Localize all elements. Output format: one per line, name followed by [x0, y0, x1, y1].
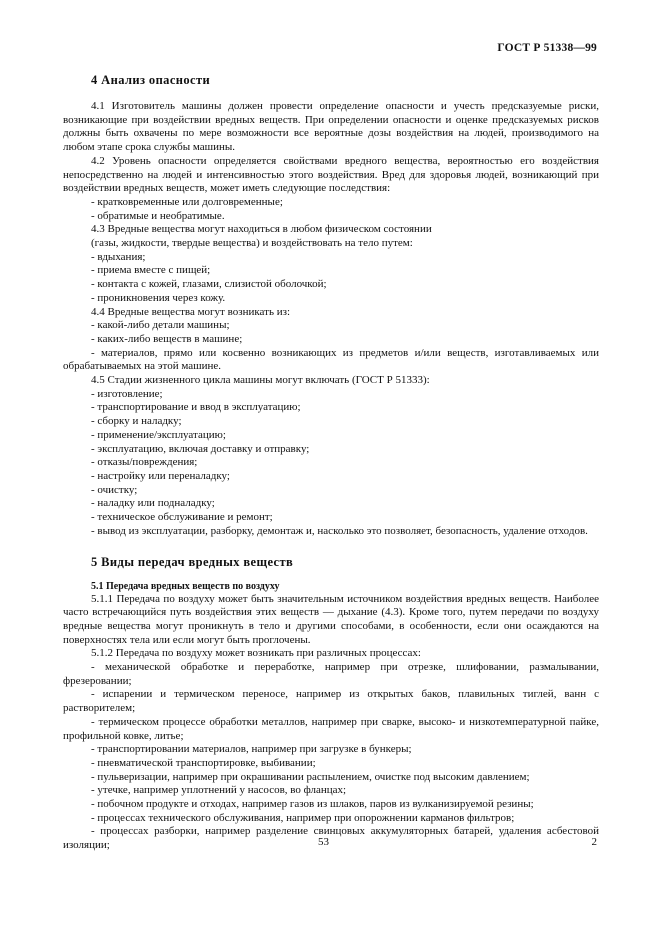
- list-item: - техническое обслуживание и ремонт;: [91, 511, 273, 524]
- list-item: - контакта с кожей, глазами, слизистой оболочкой;: [91, 278, 327, 291]
- list-item: - проникновения через кожу.: [91, 291, 226, 304]
- paragraph-4-2: 4.2 Уровень опасности определяется свойствами вредного вещества, вероятностью его воздействия непосредственно на людей и интенсивностью этого воздействия. Вред для здоровья людей, возникающий при воздействии вредных веществ, может иметь следующие последствия:: [63, 154, 599, 195]
- list-item: - настройку или переналадку;: [91, 469, 230, 482]
- list-item: - процессах разборки, например разделение свинцовых аккумуляторных батарей, удаления асбестовой изоляции;: [63, 825, 599, 852]
- list-item: - пневматической транспортировке, выбивании;: [91, 756, 316, 769]
- subsection-5-1-title: 5.1 Передача вредных веществ по воздуху: [91, 580, 280, 592]
- list-item: - обратимые и необратимые.: [91, 209, 225, 222]
- standard-header: ГОСТ Р 51338—99: [497, 42, 597, 54]
- list-item: - механической обработке и переработке, например при отрезке, шлифовании, размалывании, фрезеровании;: [63, 661, 599, 687]
- paragraph-4-1: 4.1 Изготовитель машины должен провести определение опасности и учесть предсказуемые риски, возникающие при воздействии вредных веществ. При определении опасности и оценке предсказуемых рисков должны быть охвачены по мере возможности все вероятные дозы воздействия на людей, производимого на любом этапе срока службы машины.: [63, 100, 599, 154]
- list-item: - изготовление;: [91, 387, 163, 400]
- list-item: - побочном продукте и отходах, например газов из шлаков, паров из вулканизируемой резины;: [91, 798, 534, 811]
- list-item: - процессах технического обслуживания, например при опорожнении карманов фильтров;: [91, 811, 515, 824]
- list-item: - наладку или подналадку;: [91, 497, 215, 510]
- list-item: - кратковременные или долговременные;: [91, 195, 283, 208]
- list-item: - очистку;: [91, 483, 138, 496]
- list-item: - сборку и наладку;: [91, 415, 182, 428]
- list-item: - какой-либо детали машины;: [91, 319, 230, 332]
- page-number-right: 2: [591, 836, 597, 848]
- list-item: - приема вместе с пищей;: [91, 264, 211, 277]
- paragraph-5-1-1: 5.1.1 Передача по воздуху может быть значительным источником воздействия вредных веществ. Наиболее часто встречающийся путь воздействия этих веществ — дыхание (4.3). Кроме того, путем передачи по воздуху вредные вещества могут проникнуть в тело и другими способами, в особенности, если они осаждаются на поверхностях тела или если могут быть проглочены.: [63, 592, 599, 646]
- page-number-center: 53: [318, 836, 329, 848]
- paragraph-4-5: 4.5 Стадии жизненного цикла машины могут включать (ГОСТ Р 51333):: [91, 374, 430, 387]
- paragraph-4-4: 4.4 Вредные вещества могут возникать из:: [91, 305, 290, 318]
- list-item: - транспортирование и ввод в эксплуатацию;: [91, 401, 301, 414]
- list-item: - применение/эксплуатацию;: [91, 428, 226, 441]
- list-item: - утечке, например уплотнений у насосов, во фланцах;: [91, 784, 347, 797]
- paragraph-4-3-cont: (газы, жидкости, твердые вещества) и воздействовать на тело путем:: [91, 237, 413, 250]
- list-item: - термическом процессе обработки металлов, например при сварке, высоко- и низкотемпературной пайке, профильной ковке, литье;: [63, 715, 599, 742]
- paragraph-4-3: 4.3 Вредные вещества могут находиться в любом физическом состоянии: [91, 223, 432, 236]
- list-item: - эксплуатацию, включая доставку и отправку;: [91, 442, 310, 455]
- list-item: - вывод из эксплуатации, разборку, демонтаж и, насколько это позволяет, безопасность, удаление отходов.: [91, 524, 588, 537]
- list-item: - испарении и термическом переносе, например из открытых баков, плавильных тиглей, ванн с растворителем;: [63, 688, 599, 715]
- list-item: - каких-либо веществ в машине;: [91, 332, 243, 345]
- list-item: - вдыхания;: [91, 250, 146, 263]
- list-item: - транспортировании материалов, например при загрузке в бункеры;: [91, 743, 412, 756]
- list-item: - пульверизации, например при окрашивании распылением, очистке под высоким давлением;: [91, 770, 530, 783]
- list-item: - отказы/повреждения;: [91, 456, 198, 469]
- page-content: [63, 73, 599, 853]
- list-item: - материалов, прямо или косвенно возникающих из предметов и/или веществ, изготавливаемых или обрабатываемых на этой машине.: [63, 346, 599, 373]
- section-5-title: 5 Виды передач вредных веществ: [91, 554, 294, 569]
- section-4-title: 4 Анализ опасности: [91, 73, 211, 87]
- paragraph-5-1-2: 5.1.2 Передача по воздуху может возникать при различных процессах:: [91, 647, 421, 660]
